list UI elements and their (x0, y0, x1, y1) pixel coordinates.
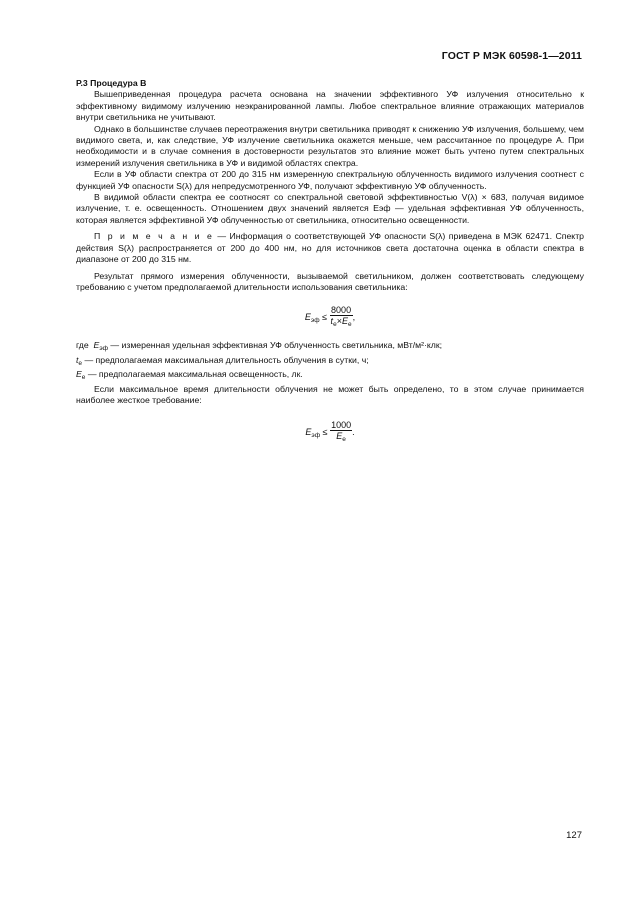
note-label: П р и м е ч а н и е (94, 231, 214, 242)
section-title: Р.3 Процедура В (76, 78, 147, 88)
formula-1-den-t-sub: e (333, 321, 337, 329)
paragraph-5: Результат прямого измерения облученности, вызываемой светильником, должен соответствовать следующему требованию с учетом предполагаемой длительности использования светильника: (76, 270, 584, 292)
formula-1-numerator: 8000 (331, 305, 352, 316)
formula-2-tail: . (352, 427, 355, 438)
definition-3-symbol: E (76, 369, 82, 380)
formula-1-den-t: t (330, 316, 334, 327)
document-body (76, 78, 584, 455)
formula-2-denominator (330, 431, 352, 445)
paragraph-4: В видимой области спектра ее соотносят со спектральной световой эффективностью V(λ) × 683, получая видимое излучение, т. е. освещенность. Отношением двух значений является Eэф — удельная эффективная УФ облученность, которая является эффективной УФ облученностью от светильника, относительно освещенности. (76, 192, 584, 225)
formula-1 (76, 305, 584, 330)
paragraph-2: Однако в большинстве случаев переотражения внутри светильника приводят к снижению УФ излучения, большему, чем видимого света, и, как следствие, УФ излучение светильника окажется меньше, чем рассчитанное по процедуре А. При необходимости и в случае сомнения в достоверности результатов это влияние может быть учтено путем спектральных измерений излучения светильника в УФ и видимой областях спектра. (76, 123, 584, 168)
paragraph-1: Вышеприведенная процедура расчета основана на значении эффективного УФ излучения относительно к эффективному видимому излучению неэкранированной лампы. Любое спектральное влияние отражающих материалов внутри светильника не учитывают. (76, 89, 584, 123)
document-header: ГОСТ Р МЭК 60598-1—2011 (441, 50, 582, 62)
definition-1-symbol: E (93, 340, 100, 351)
definition-1-text: — измеренная удельная эффективная УФ облученность светильника, мВт/м²·клк; (107, 340, 443, 351)
note-text: — Информация о соответствующей УФ опасности S(λ) приведена в МЭК 62471. Спектр действия S(λ) распространяется от 200 до 400 нм, но для источников света достаточна оценка в области спектра в диапазоне от 200 до 315 нм. (76, 231, 585, 265)
formula-1-op: ≤ (322, 312, 328, 323)
formula-1-denominator (330, 316, 353, 330)
formula-2-den-e: E (336, 431, 343, 442)
definition-3-sub: e (81, 374, 86, 382)
definition-3-text: — предполагаемая максимальная освещенность, лк. (85, 369, 303, 380)
page-number: 127 (566, 830, 582, 841)
paragraph-6: Если максимальное время длительности облучения не может быть определено, то в этом случае принимается наиболее жесткое требование: (76, 383, 584, 405)
definition-2-sub: e (78, 359, 83, 367)
formula-2-fraction (330, 420, 352, 445)
formula-1-den-e: E (341, 316, 348, 327)
formula-2-den-e-sub: e (342, 436, 346, 444)
definition-3 (76, 369, 584, 383)
formula-1-fraction (330, 305, 353, 330)
formula-1-den-e-sub: e (347, 321, 352, 329)
formula-1-lhs-sub: эф (310, 317, 320, 325)
paragraph-3: Если в УФ области спектра от 200 до 315 нм измеренную спектральную облученность видимого излучения соотнест с функцией УФ опасности S(λ) для непредусмотренного УФ, получают эффективную УФ облученность. (76, 169, 584, 191)
formula-2-numerator: 1000 (331, 420, 352, 431)
formula-1-den-times: × (336, 316, 342, 327)
definition-2-text: — предполагаемая максимальная длительность облучения в сутки, ч; (82, 354, 369, 365)
formula-2-op: ≤ (322, 427, 328, 438)
definition-1-sub: эф (99, 345, 108, 353)
definition-2 (76, 355, 584, 369)
formula-1-tail: , (352, 312, 356, 323)
formula-2-lhs-sub: эф (311, 432, 321, 440)
note (76, 231, 584, 265)
definition-where: где (76, 340, 89, 351)
definition-2-symbol: t (76, 354, 79, 365)
formula-2 (76, 420, 584, 445)
definition-1 (76, 340, 584, 354)
formula-1-lhs: E (304, 312, 311, 323)
formula-2-lhs: E (305, 427, 312, 438)
